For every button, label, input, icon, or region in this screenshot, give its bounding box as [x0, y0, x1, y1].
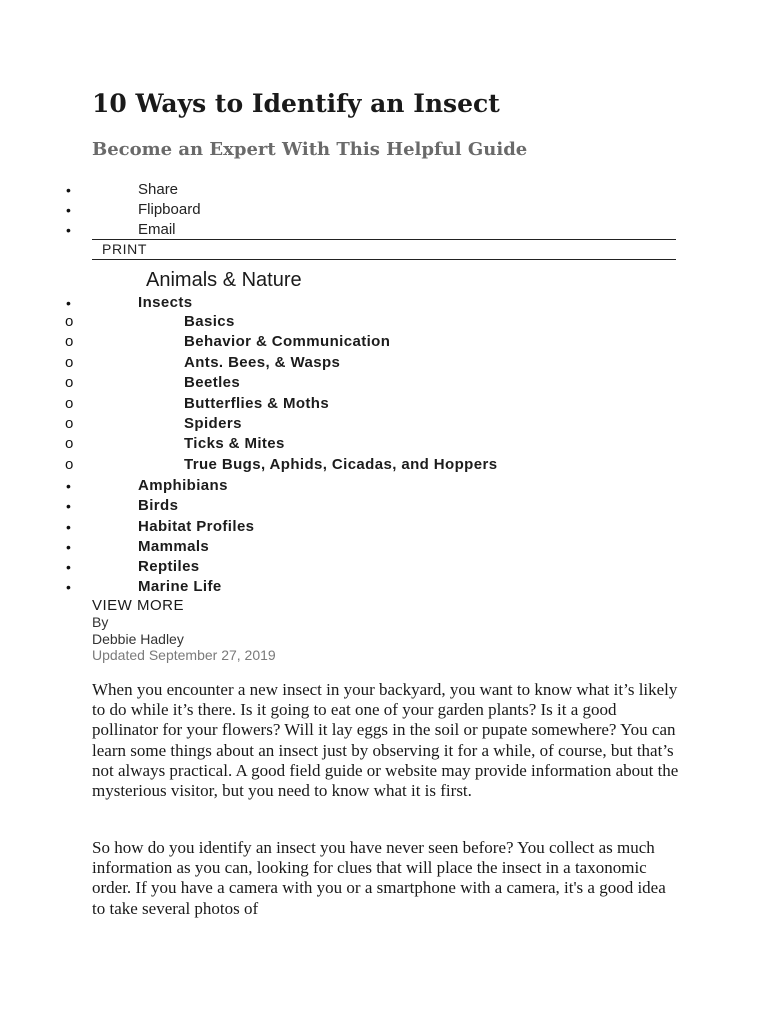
bullet-circle-icon: o [65, 456, 74, 473]
nav-sublink[interactable]: Basics [184, 313, 235, 330]
nav-sublink[interactable]: True Bugs, Aphids, Cicadas, and Hoppers [184, 456, 498, 473]
nav-subitem[interactable] [0, 353, 768, 373]
bullet-circle-icon: o [65, 395, 74, 412]
nav-item[interactable] [0, 557, 768, 577]
nav-link[interactable]: Habitat Profiles [138, 518, 255, 535]
flipboard-link[interactable]: Flipboard [138, 201, 201, 218]
nav-sublink[interactable]: Spiders [184, 415, 242, 432]
bullet-disc-icon: • [66, 202, 71, 218]
nav-sublink[interactable]: Ants. Bees, & Wasps [184, 354, 341, 371]
email-link[interactable]: Email [138, 221, 176, 238]
nav-link[interactable]: Amphibians [138, 477, 228, 494]
view-more-button[interactable]: VIEW MORE [92, 597, 185, 614]
nav-link-insects[interactable]: Insects [138, 294, 193, 311]
nav-item[interactable] [0, 517, 768, 537]
share-item-flipboard[interactable] [0, 200, 768, 220]
nav-item[interactable] [0, 577, 768, 597]
bullet-disc-icon: • [66, 559, 71, 575]
nav-sublink[interactable]: Butterflies & Moths [184, 395, 330, 412]
bullet-disc-icon: • [66, 539, 71, 555]
nav-subitem[interactable] [0, 414, 768, 434]
bullet-circle-icon: o [65, 354, 74, 371]
nav-link[interactable]: Reptiles [138, 558, 200, 575]
share-item-email[interactable] [0, 220, 768, 240]
bullet-circle-icon: o [65, 313, 74, 330]
bullet-disc-icon: • [66, 498, 71, 514]
nav-item[interactable] [0, 476, 768, 496]
nav-subitem[interactable] [0, 332, 768, 352]
nav-item[interactable] [0, 496, 768, 516]
bullet-circle-icon: o [65, 374, 74, 391]
bullet-circle-icon: o [65, 435, 74, 452]
body-paragraph: When you encounter a new insect in your backyard, you want to know what it’s likely to do while it’s there. Is it going to eat one of your garden plants? Is it a good pollinator for your flowers? Will it lay eggs in the soil or pupate somewhere? You can learn some things about an insect just by observing it for a while, of course, but that’s not always practical. A good field guide or website may provide information about the mysterious visitor, but you need to know what it is first. [92, 680, 679, 801]
nav-item[interactable] [0, 537, 768, 557]
nav-link[interactable]: Birds [138, 497, 179, 514]
nav-link[interactable]: Mammals [138, 538, 210, 555]
print-bar[interactable] [92, 239, 676, 260]
bullet-disc-icon: • [66, 182, 71, 198]
nav-subitem[interactable] [0, 434, 768, 454]
bullet-disc-icon: • [66, 579, 71, 595]
nav-link[interactable]: Marine Life [138, 578, 222, 595]
bullet-circle-icon: o [65, 415, 74, 432]
nav-subitem[interactable] [0, 312, 768, 332]
nav-subitem[interactable] [0, 373, 768, 393]
bullet-disc-icon: • [66, 478, 71, 494]
bullet-disc-icon: • [66, 519, 71, 535]
article-title: 10 Ways to Identify an Insect [92, 89, 500, 118]
print-button[interactable]: PRINT [102, 241, 147, 257]
bullet-circle-icon: o [65, 333, 74, 350]
bullet-disc-icon: • [66, 222, 71, 238]
article-subtitle: Become an Expert With This Helpful Guide [92, 139, 528, 160]
nav-subitem[interactable] [0, 394, 768, 414]
nav-sublink[interactable]: Beetles [184, 374, 241, 391]
nav-item-insects[interactable] [0, 293, 768, 313]
nav-subitem[interactable] [0, 455, 768, 475]
body-paragraph: So how do you identify an insect you have never seen before? You collect as much information as you can, looking for clues that will place the insect in a taxonomic order. If you have a camera with you or a smartphone with a camera, it's a good idea to take several photos of [92, 838, 666, 918]
share-item-share[interactable] [0, 180, 768, 200]
author-link[interactable]: Debbie Hadley [92, 631, 184, 647]
section-heading[interactable]: Animals & Nature [146, 269, 302, 291]
bullet-disc-icon: • [66, 295, 71, 311]
nav-sublink[interactable]: Ticks & Mites [184, 435, 285, 452]
share-link[interactable]: Share [138, 181, 179, 198]
byline-prefix: By [92, 614, 109, 630]
updated-date: Updated September 27, 2019 [92, 647, 276, 663]
nav-sublink[interactable]: Behavior & Communication [184, 333, 391, 350]
